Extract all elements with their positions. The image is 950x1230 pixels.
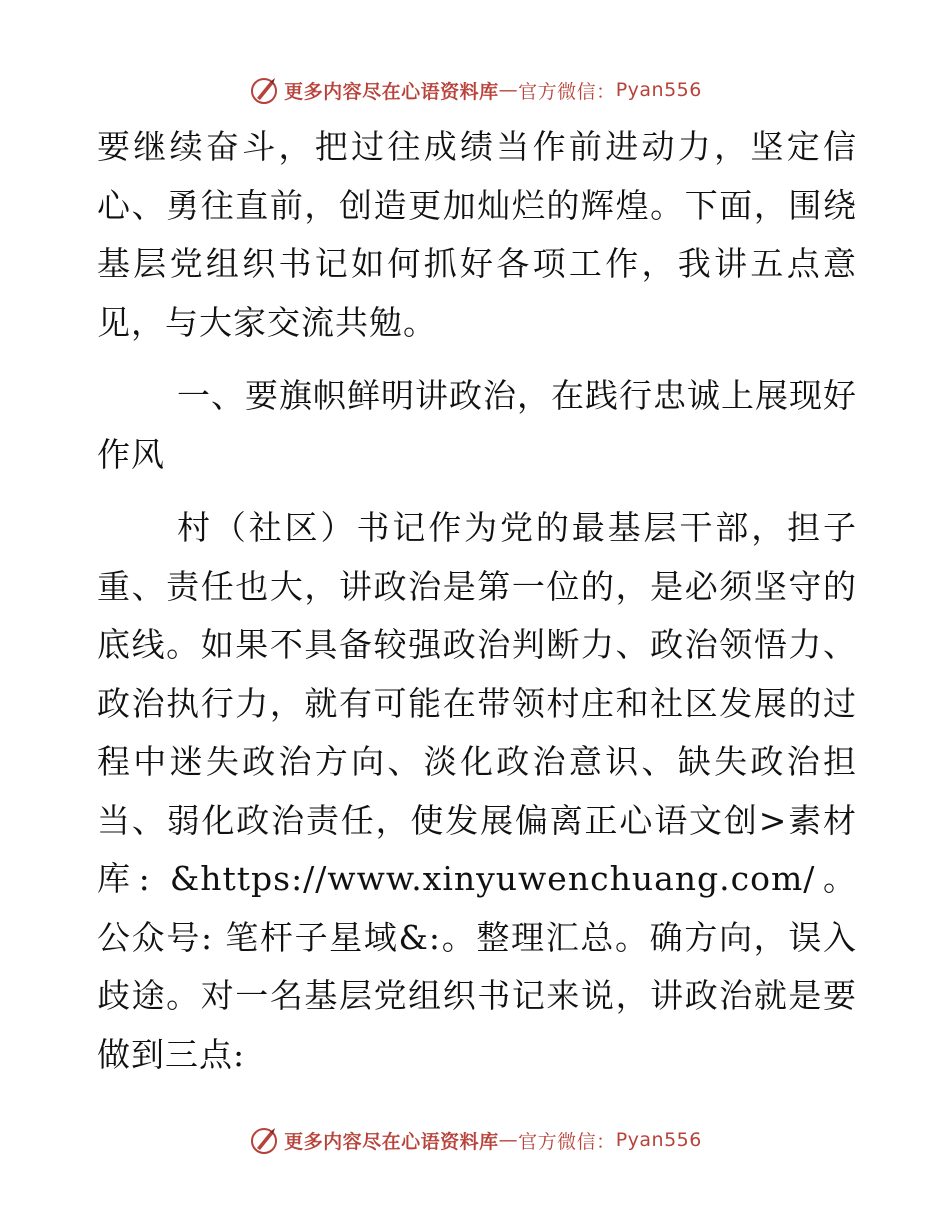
footer-watermark	[0, 1120, 950, 1160]
quill-pen-logo-icon	[248, 1124, 280, 1156]
watermark-wechat-label: 官方微信：	[518, 1130, 616, 1153]
watermark-text: 更多内容尽在心语资料库	[284, 1130, 499, 1153]
paragraph-intro: 要继续奋斗，把过往成绩当作前进动力，坚定信心、勇往直前，创造更加灿烂的辉煌。下面，围绕基层党组织书记如何抓好各项工作，我讲五点意见，与大家交流共勉。	[97, 127, 857, 342]
watermark-wechat-id: Pyan556	[615, 79, 702, 101]
quill-pen-logo-icon	[248, 74, 280, 106]
section-heading: 一、要旗帜鲜明讲政治，在践行忠诚上展现好作风	[97, 376, 857, 474]
watermark-wechat-label: 官方微信：	[518, 80, 616, 103]
watermark-separator: —	[498, 1129, 519, 1151]
header-watermark	[0, 70, 950, 110]
watermark-text: 更多内容尽在心语资料库	[284, 80, 499, 103]
document-body	[97, 118, 857, 1084]
watermark-separator: —	[498, 79, 519, 101]
watermark-wechat-id: Pyan556	[615, 1129, 702, 1151]
paragraph-body: 村（社区）书记作为党的最基层干部，担子重、责任也大，讲政治是第一位的，是必须坚守的底线。如果不具备较强政治判断力、政治领悟力、政治执行力，就有可能在带领村庄和社区发展的过程中迷失政治方向、淡化政治意识、缺失政治担当、弱化政治责任，使发展偏离正心语文创>素材库: &https://www.xinyuwenchuang.com/。公众号: 笔杆子星域&:。整理汇总。确方向，误入歧途。对一名基层党组织书记来说，讲政治就是要做到三点:	[97, 508, 857, 1074]
